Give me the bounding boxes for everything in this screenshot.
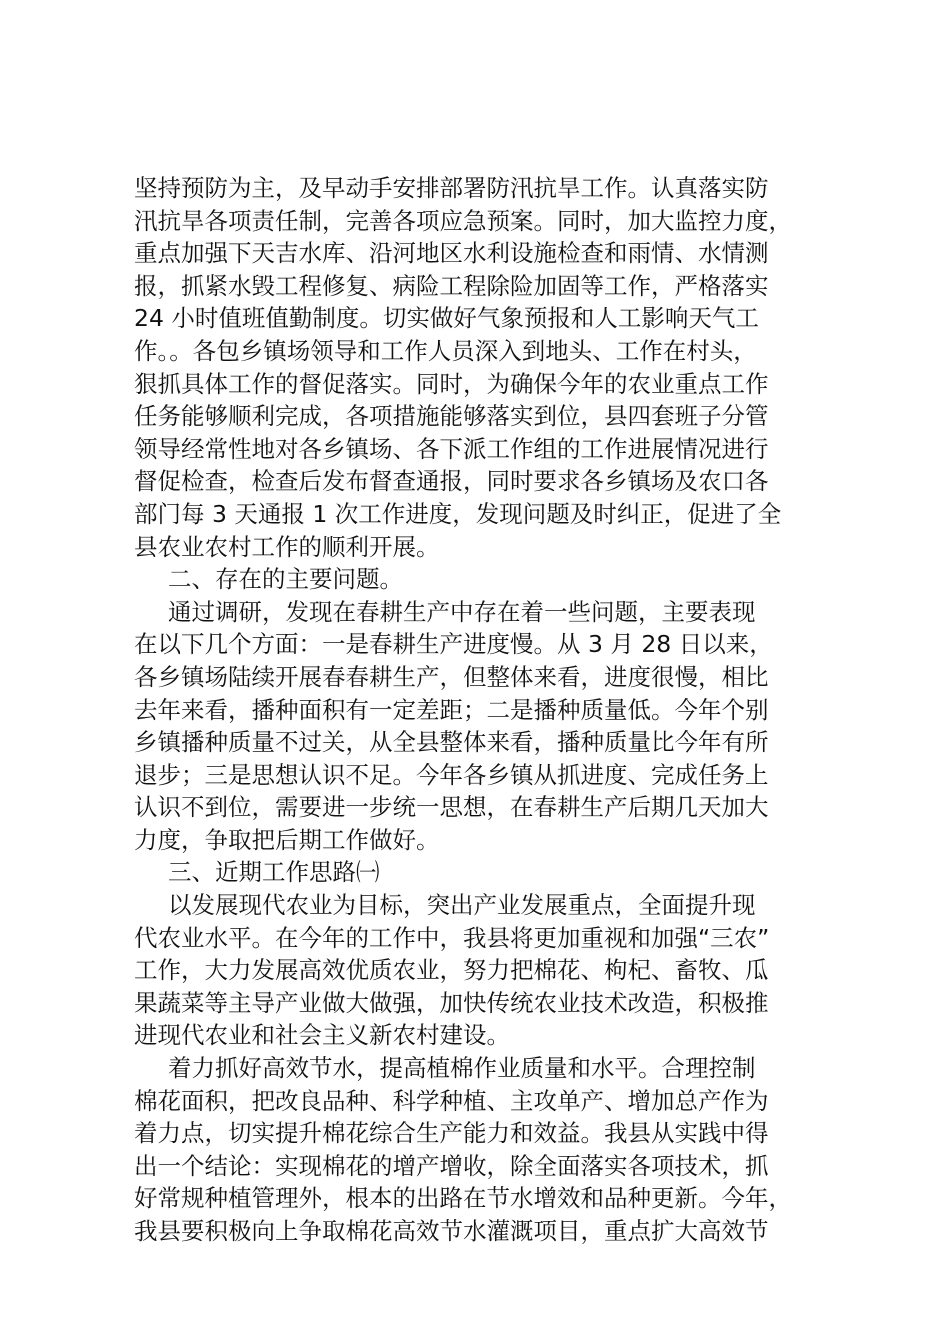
section-heading: 二、存在的主要问题。 xyxy=(168,565,403,594)
text-line: 果蔬菜等主导产业做大做强，加快传统农业技术改造，积极推 xyxy=(134,988,769,1017)
text-line: 退步；三是思想认识不足。今年各乡镇从抓进度、完成任务上 xyxy=(134,760,769,789)
text-line: 通过调研，发现在春耕生产中存在着一些问题，主要表现 xyxy=(168,597,756,626)
text-line: 作。。各包乡镇场领导和工作人员深入到地头、工作在村头， xyxy=(134,336,757,365)
text-line: 我县要积极向上争取棉花高效节水灌溉项目，重点扩大高效节 xyxy=(134,1217,769,1245)
text-line: 以发展现代农业为目标，突出产业发展重点，全面提升现 xyxy=(168,891,756,920)
text-line: 各乡镇场陆续开展春春耕生产，但整体来看，进度很慢，相比 xyxy=(134,662,769,691)
text-line: 着力点，切实提升棉花综合生产能力和效益。我县从实践中得 xyxy=(134,1119,769,1148)
text-line: 汛抗旱各项责任制，完善各项应急预案。同时，加大监控力度， xyxy=(134,206,792,235)
section-heading: 三、近期工作思路㈠ xyxy=(168,858,380,887)
text-line: 认识不到位，需要进一步统一思想，在春耕生产后期几天加大 xyxy=(134,793,769,822)
text-line: 代农业水平。在今年的工作中，我县将更加重视和加强“三农” xyxy=(134,923,770,952)
text-line: 任务能够顺利完成，各项措施能够落实到位，县四套班子分管 xyxy=(134,402,769,431)
text-line: 力度，争取把后期工作做好。 xyxy=(134,825,440,854)
text-line: 狠抓具体工作的督促落实。同时，为确保今年的农业重点工作 xyxy=(134,369,769,398)
text-line: 乡镇播种质量不过关，从全县整体来看，播种质量比今年有所 xyxy=(134,728,769,757)
text-line: 在以下几个方面：一是春耕生产进度慢。从 3 月 28 日以来， xyxy=(134,630,773,659)
text-line: 报，抓紧水毁工程修复、病险工程除险加固等工作，严格落实 xyxy=(134,271,769,300)
text-line: 县农业农村工作的顺利开展。 xyxy=(134,532,440,561)
text-line: 棉花面积，把改良品种、科学种植、主攻单产、增加总产作为 xyxy=(134,1086,769,1115)
text-line: 部门每 3 天通报 1 次工作进度，发现问题及时纠正，促进了全 xyxy=(134,499,782,528)
text-line: 坚持预防为主，及早动手安排部署防汛抗旱工作。认真落实防 xyxy=(134,174,769,202)
body-text xyxy=(134,172,834,1248)
text-line: 重点加强下天吉水库、沿河地区水利设施检查和雨情、水情测 xyxy=(134,239,769,268)
text-line: 工作，大力发展高效优质农业，努力把棉花、枸杞、畜牧、瓜 xyxy=(134,956,769,985)
text-line: 去年来看，播种面积有一定差距；二是播种质量低。今年个别 xyxy=(134,695,769,724)
text-line: 好常规种植管理外，根本的出路在节水增效和品种更新。今年， xyxy=(134,1184,792,1213)
text-line: 进现代农业和社会主义新农村建设。 xyxy=(134,1021,510,1050)
text-line: 出一个结论：实现棉花的增产增收，除全面落实各项技术，抓 xyxy=(134,1151,769,1180)
text-line: 24 小时值班值勤制度。切实做好气象预报和人工影响天气工 xyxy=(134,304,759,333)
text-line: 着力抓好高效节水，提高植棉作业质量和水平。合理控制 xyxy=(168,1054,756,1083)
text-line: 督促检查，检查后发布督查通报，同时要求各乡镇场及农口各 xyxy=(134,467,769,496)
text-line: 领导经常性地对各乡镇场、各下派工作组的工作进展情况进行 xyxy=(134,434,769,463)
